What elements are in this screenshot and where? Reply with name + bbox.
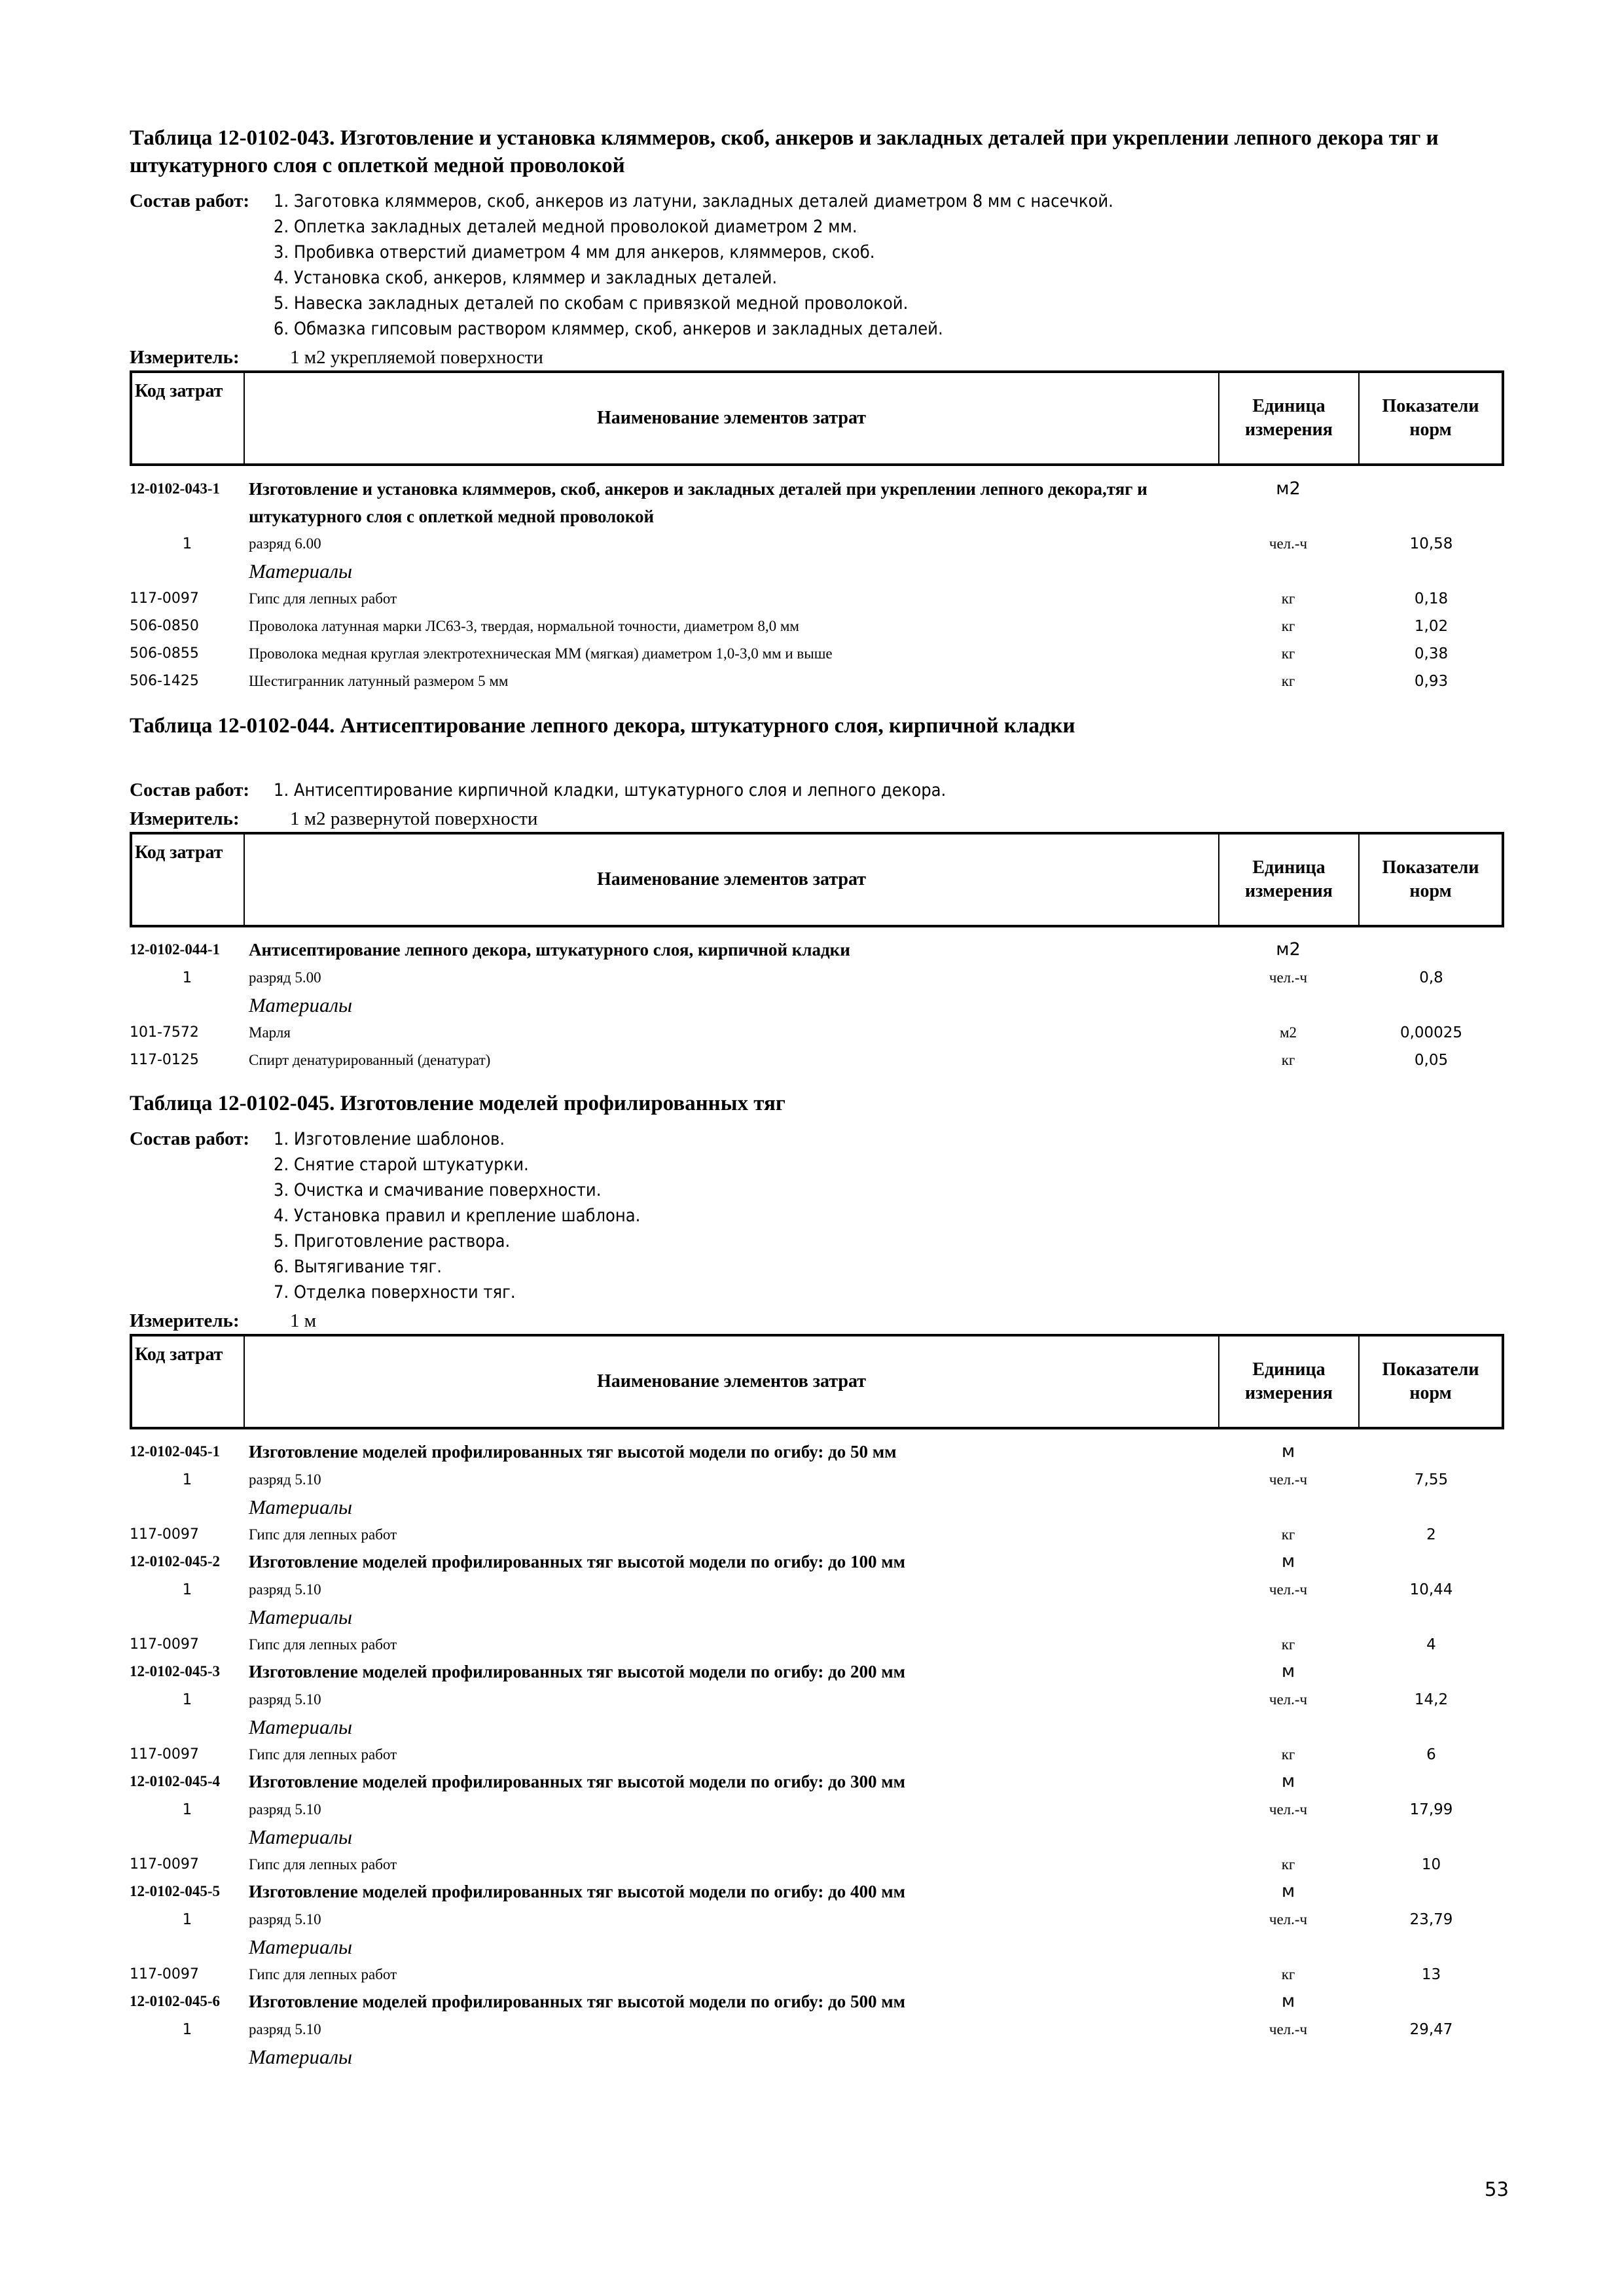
table-row-mat: [130, 992, 1504, 1019]
meas-label: Измеритель:: [130, 1310, 240, 1331]
table-title: Таблица 12-0102-044. Антисептирование лепного декора, штукатурного слоя, кирпичной кладки: [130, 714, 1075, 738]
header-cell: Единица измерения: [1219, 373, 1360, 463]
norm-value: 4: [1426, 1636, 1436, 1653]
element-name: Антисептирование лепного декора, штукатурного слоя, кирпичной кладки: [249, 940, 850, 960]
header-cell: Показатели норм: [1382, 1359, 1479, 1403]
meas-value: 1 м: [290, 1310, 317, 1331]
cost-code: 12-0102-045-6: [130, 1993, 220, 2009]
cost-code: 506-0855: [130, 645, 199, 662]
work-step: 7. Отделка поверхности тяг.: [274, 1282, 516, 1302]
meas-label: Измеритель:: [130, 808, 240, 829]
work-step: 2. Снятие старой штукатурки.: [274, 1155, 529, 1175]
unit: чел.-ч: [1269, 1691, 1308, 1708]
norm-value: [1358, 2043, 1504, 2071]
table-row-mat: [130, 1933, 1504, 1961]
norm-value: [1358, 992, 1504, 1019]
unit: чел.-ч: [1269, 1471, 1308, 1488]
header-cell: Наименование элементов затрат: [245, 373, 1219, 463]
norm-value: 10: [1421, 1856, 1441, 1873]
work-step: 1. Изготовление шаблонов.: [274, 1129, 505, 1149]
unit: чел.-ч: [1269, 2021, 1308, 2037]
cost-code: 1: [182, 1471, 192, 1488]
page-number: 53: [1485, 2178, 1509, 2200]
cost-code: 1: [182, 2021, 192, 2038]
cost-code: 1: [182, 535, 192, 552]
work-step: 6. Обмазка гипсовым раствором кляммер, скоб, анкеров и закладных деталей.: [274, 319, 943, 339]
norm-value: [1358, 1878, 1504, 1906]
norm-value: [1358, 1494, 1504, 1521]
element-name: разряд 5.00: [249, 969, 321, 986]
element-name: Изготовление и установка кляммеров, скоб, анкеров и закладных деталей при укреплении лепного декора,тяг и штукатурного слоя с оплеткой медной проволокой: [249, 479, 1147, 526]
element-name: Гипс для лепных работ: [249, 590, 397, 607]
element-name: Изготовление моделей профилированных тяг высотой модели по огибу: до 400 мм: [249, 1882, 906, 1901]
norm-value: [1358, 1713, 1504, 1741]
norm-value: 2: [1426, 1526, 1436, 1543]
unit: чел.-ч: [1269, 1581, 1308, 1598]
unit: кг: [1281, 645, 1295, 662]
table-row-head: [130, 1878, 1504, 1906]
norm-value: [1358, 475, 1504, 530]
work-label: Состав работ:: [130, 190, 250, 211]
element-name: Материалы: [249, 1605, 353, 1628]
table-row-sub: [130, 1686, 1504, 1713]
table-body: [130, 937, 1504, 1074]
table-row-sub: [130, 2016, 1504, 2043]
cost-code: 12-0102-045-5: [130, 1883, 220, 1899]
cost-table-section: [130, 712, 1504, 1074]
cost-code: 117-0097: [130, 590, 199, 607]
unit: [1218, 2043, 1358, 2071]
table-row-item: [130, 668, 1504, 695]
work-step: 2. Оплетка закладных деталей медной проволокой диаметром 2 мм.: [274, 217, 857, 237]
table-row-mat: [130, 2043, 1504, 2071]
work-step: 5. Навеска закладных деталей по скобам с привязкой медной проволокой.: [274, 293, 909, 314]
work-steps-list: [274, 188, 1113, 342]
unit: [1218, 1494, 1358, 1521]
work-composition: [130, 188, 1504, 342]
table-row-item: [130, 1741, 1504, 1768]
unit: чел.-ч: [1269, 1911, 1308, 1928]
norm-value: 14,2: [1414, 1691, 1449, 1708]
element-name: Материалы: [249, 1935, 353, 1958]
element-name: разряд 5.10: [249, 1801, 321, 1818]
element-name: Материалы: [249, 994, 353, 1016]
table-row-sub: [130, 1796, 1504, 1823]
element-name: разряд 6.00: [249, 535, 321, 552]
cost-code: 1: [182, 1581, 192, 1598]
unit: кг: [1281, 1526, 1295, 1543]
norm-value: 13: [1421, 1966, 1441, 1983]
work-composition: [130, 1126, 1504, 1305]
document-page: [130, 124, 1504, 2071]
element-name: разряд 5.10: [249, 1471, 321, 1488]
cost-code: [130, 1933, 245, 1961]
element-name: Изготовление моделей профилированных тяг высотой модели по огибу: до 100 мм: [249, 1552, 906, 1571]
table-row-sub: [130, 1466, 1504, 1494]
table-row-mat: [130, 1713, 1504, 1741]
cost-table-section: [130, 124, 1504, 695]
cost-code: 12-0102-043-1: [130, 480, 220, 497]
table-row-head: [130, 1988, 1504, 2016]
table-row-head: [130, 1768, 1504, 1796]
norm-value: [1358, 558, 1504, 585]
unit: кг: [1281, 1746, 1295, 1763]
norm-value: [1358, 1604, 1504, 1631]
element-name: Материалы: [249, 1715, 353, 1738]
element-name: разряд 5.10: [249, 1911, 321, 1928]
work-composition: [130, 778, 1504, 803]
cost-code: [130, 1823, 245, 1851]
element-name: Гипс для лепных работ: [249, 1746, 397, 1763]
cost-code: [130, 1713, 245, 1741]
cost-code: 1: [182, 1801, 192, 1818]
work-step: 4. Установка скоб, анкеров, кляммер и закладных деталей.: [274, 268, 778, 288]
unit: [1218, 992, 1358, 1019]
cost-code: 12-0102-045-4: [130, 1773, 220, 1789]
work-step: 1. Заготовка кляммеров, скоб, анкеров из латуни, закладных деталей диаметром 8 мм с насечкой.: [274, 191, 1113, 211]
element-name: разряд 5.10: [249, 1581, 321, 1598]
header-cell: Показатели норм: [1382, 396, 1479, 440]
cost-table-section: [130, 1090, 1504, 2071]
element-name: Материалы: [249, 1825, 353, 1848]
unit: м: [1281, 1771, 1295, 1791]
table-title: Таблица 12-0102-045. Изготовление моделей профилированных тяг: [130, 1092, 785, 1115]
cost-code: [130, 2043, 245, 2071]
unit: [1218, 1933, 1358, 1961]
norm-value: [1358, 1988, 1504, 2016]
norm-value: [1358, 1549, 1504, 1576]
meas-label: Измеритель:: [130, 347, 240, 368]
unit: кг: [1281, 1052, 1295, 1068]
table-row-item: [130, 1521, 1504, 1549]
table-row-head: [130, 1549, 1504, 1576]
cost-code: [130, 1494, 245, 1521]
unit: чел.-ч: [1269, 1801, 1308, 1818]
unit: м2: [1279, 1024, 1297, 1041]
cost-code: 1: [182, 969, 192, 986]
element-name: Гипс для лепных работ: [249, 1856, 397, 1873]
table-row-head: [130, 1659, 1504, 1686]
element-name: Изготовление моделей профилированных тяг высотой модели по огибу: до 300 мм: [249, 1772, 906, 1791]
work-label: Состав работ:: [130, 780, 250, 800]
unit: м: [1281, 1661, 1295, 1681]
norm-value: 7,55: [1414, 1471, 1449, 1488]
header-cell: Единица измерения: [1219, 834, 1360, 925]
measurement-unit: [130, 346, 1504, 369]
norm-value: 6: [1426, 1746, 1436, 1763]
unit: м: [1281, 1991, 1295, 2011]
table-header: [130, 832, 1504, 927]
unit: [1218, 1604, 1358, 1631]
meas-value: 1 м2 развернутой поверхности: [290, 808, 538, 829]
unit: [1218, 558, 1358, 585]
unit: [1218, 1713, 1358, 1741]
cost-code: 12-0102-045-3: [130, 1663, 220, 1679]
measurement-unit: [130, 807, 1504, 831]
table-row-head: [130, 937, 1504, 964]
cost-code: 101-7572: [130, 1024, 199, 1041]
norm-value: [1358, 1823, 1504, 1851]
unit: кг: [1281, 618, 1295, 634]
table-row-mat: [130, 558, 1504, 585]
element-name: Проволока латунная марки ЛС63-3, твердая, нормальной точности, диаметром 8,0 мм: [249, 618, 799, 634]
norm-value: 0,8: [1419, 969, 1443, 986]
work-step: 1. Антисептирование кирпичной кладки, штукатурного слоя и лепного декора.: [274, 780, 947, 800]
header-cell: Наименование элементов затрат: [245, 834, 1219, 925]
cost-code: [130, 992, 245, 1019]
element-name: Спирт денатурированный (денатурат): [249, 1052, 491, 1068]
table-body: [130, 475, 1504, 695]
norm-value: [1358, 1768, 1504, 1796]
element-name: Материалы: [249, 560, 353, 583]
norm-value: 10,44: [1409, 1581, 1453, 1598]
unit: м: [1281, 1881, 1295, 1901]
meas-value: 1 м2 укрепляемой поверхности: [290, 347, 543, 368]
norm-value: 0,93: [1414, 673, 1449, 690]
table-row-mat: [130, 1494, 1504, 1521]
cost-code: 117-0097: [130, 1856, 199, 1873]
unit: чел.-ч: [1269, 969, 1308, 986]
table-row-item: [130, 613, 1504, 640]
element-name: Гипс для лепных работ: [249, 1636, 397, 1653]
norm-value: 17,99: [1409, 1801, 1453, 1818]
work-steps-list: [274, 778, 946, 803]
unit: м2: [1276, 478, 1301, 499]
cost-code: 117-0125: [130, 1052, 199, 1068]
table-row-item: [130, 1631, 1504, 1659]
element-name: Шестигранник латунный размером 5 мм: [249, 673, 509, 689]
table-row-item: [130, 640, 1504, 668]
table-row-item: [130, 1047, 1504, 1074]
table-row-mat: [130, 1823, 1504, 1851]
table-row-mat: [130, 1604, 1504, 1631]
element-name: Гипс для лепных работ: [249, 1526, 397, 1543]
table-header: [130, 370, 1504, 466]
unit: кг: [1281, 1856, 1295, 1873]
unit: кг: [1281, 673, 1295, 689]
table-row-item: [130, 1019, 1504, 1047]
norm-value: 0,38: [1414, 645, 1449, 662]
unit: чел.-ч: [1269, 535, 1308, 552]
element-name: Марля: [249, 1024, 291, 1041]
work-steps-list: [274, 1126, 640, 1305]
norm-value: [1358, 1439, 1504, 1466]
table-title: Таблица 12-0102-043. Изготовление и установка кляммеров, скоб, анкеров и закладных деталей при укреплении лепного декора тяг и штукатурного слоя с оплеткой медной проволокой: [130, 126, 1439, 177]
element-name: Изготовление моделей профилированных тяг высотой модели по огибу: до 50 мм: [249, 1442, 897, 1462]
cost-code: 117-0097: [130, 1966, 199, 1982]
norm-value: 1,02: [1414, 618, 1449, 635]
element-name: разряд 5.10: [249, 2021, 321, 2037]
header-cell: Код затрат: [132, 834, 245, 925]
work-step: 5. Приготовление раствора.: [274, 1231, 511, 1251]
work-step: 3. Пробивка отверстий диаметром 4 мм для анкеров, кляммеров, скоб.: [274, 242, 875, 262]
cost-code: 12-0102-044-1: [130, 941, 220, 958]
norm-value: 0,00025: [1399, 1024, 1463, 1041]
table-row-head: [130, 475, 1504, 530]
header-cell: Показатели норм: [1382, 857, 1479, 901]
norm-value: [1358, 1659, 1504, 1686]
unit: [1218, 1823, 1358, 1851]
cost-code: 117-0097: [130, 1636, 199, 1653]
unit: м: [1281, 1551, 1295, 1571]
header-cell: Наименование элементов затрат: [245, 1336, 1219, 1427]
norm-value: 0,18: [1414, 590, 1449, 607]
work-label: Состав работ:: [130, 1128, 250, 1149]
cost-code: 506-0850: [130, 618, 199, 634]
header-cell: Единица измерения: [1219, 1336, 1360, 1427]
cost-code: 117-0097: [130, 1746, 199, 1763]
table-row-item: [130, 1961, 1504, 1988]
element-name: Изготовление моделей профилированных тяг высотой модели по огибу: до 200 мм: [249, 1662, 906, 1681]
norm-value: 23,79: [1409, 1911, 1453, 1928]
norm-value: 10,58: [1409, 535, 1453, 552]
work-step: 4. Установка правил и крепление шаблона.: [274, 1206, 641, 1226]
measurement-unit: [130, 1309, 1504, 1333]
norm-value: [1358, 1933, 1504, 1961]
cost-code: 1: [182, 1691, 192, 1708]
element-name: Изготовление моделей профилированных тяг высотой модели по огибу: до 500 мм: [249, 1992, 906, 2011]
element-name: Материалы: [249, 1496, 353, 1518]
cost-code: 12-0102-045-1: [130, 1443, 220, 1460]
unit: кг: [1281, 1966, 1295, 1982]
table-row-sub: [130, 530, 1504, 558]
element-name: Материалы: [249, 2045, 353, 2068]
cost-code: 12-0102-045-2: [130, 1553, 220, 1570]
element-name: разряд 5.10: [249, 1691, 321, 1708]
cost-code: 506-1425: [130, 673, 199, 689]
cost-code: 117-0097: [130, 1526, 199, 1543]
cost-code: [130, 558, 245, 585]
element-name: Гипс для лепных работ: [249, 1966, 397, 1982]
unit: кг: [1281, 590, 1295, 607]
work-step: 3. Очистка и смачивание поверхности.: [274, 1180, 602, 1200]
work-step: 6. Вытягивание тяг.: [274, 1257, 442, 1277]
table-row-item: [130, 1851, 1504, 1878]
table-row-head: [130, 1439, 1504, 1466]
norm-value: 29,47: [1409, 2021, 1453, 2038]
element-name: Проволока медная круглая электротехническая ММ (мягкая) диаметром 1,0-3,0 мм и выше: [249, 645, 833, 662]
table-row-sub: [130, 1576, 1504, 1604]
header-cell: Код затрат: [132, 1336, 245, 1427]
table-row-sub: [130, 1906, 1504, 1933]
unit: м: [1281, 1441, 1295, 1462]
norm-value: 0,05: [1414, 1052, 1449, 1069]
unit: м2: [1276, 939, 1301, 960]
table-row-sub: [130, 964, 1504, 992]
norm-value: [1358, 937, 1504, 964]
cost-code: [130, 1604, 245, 1631]
unit: кг: [1281, 1636, 1295, 1653]
table-header: [130, 1334, 1504, 1429]
table-row-item: [130, 585, 1504, 613]
header-cell: Код затрат: [132, 373, 245, 463]
spacer: [130, 740, 1504, 768]
table-body: [130, 1439, 1504, 2071]
cost-code: 1: [182, 1911, 192, 1928]
